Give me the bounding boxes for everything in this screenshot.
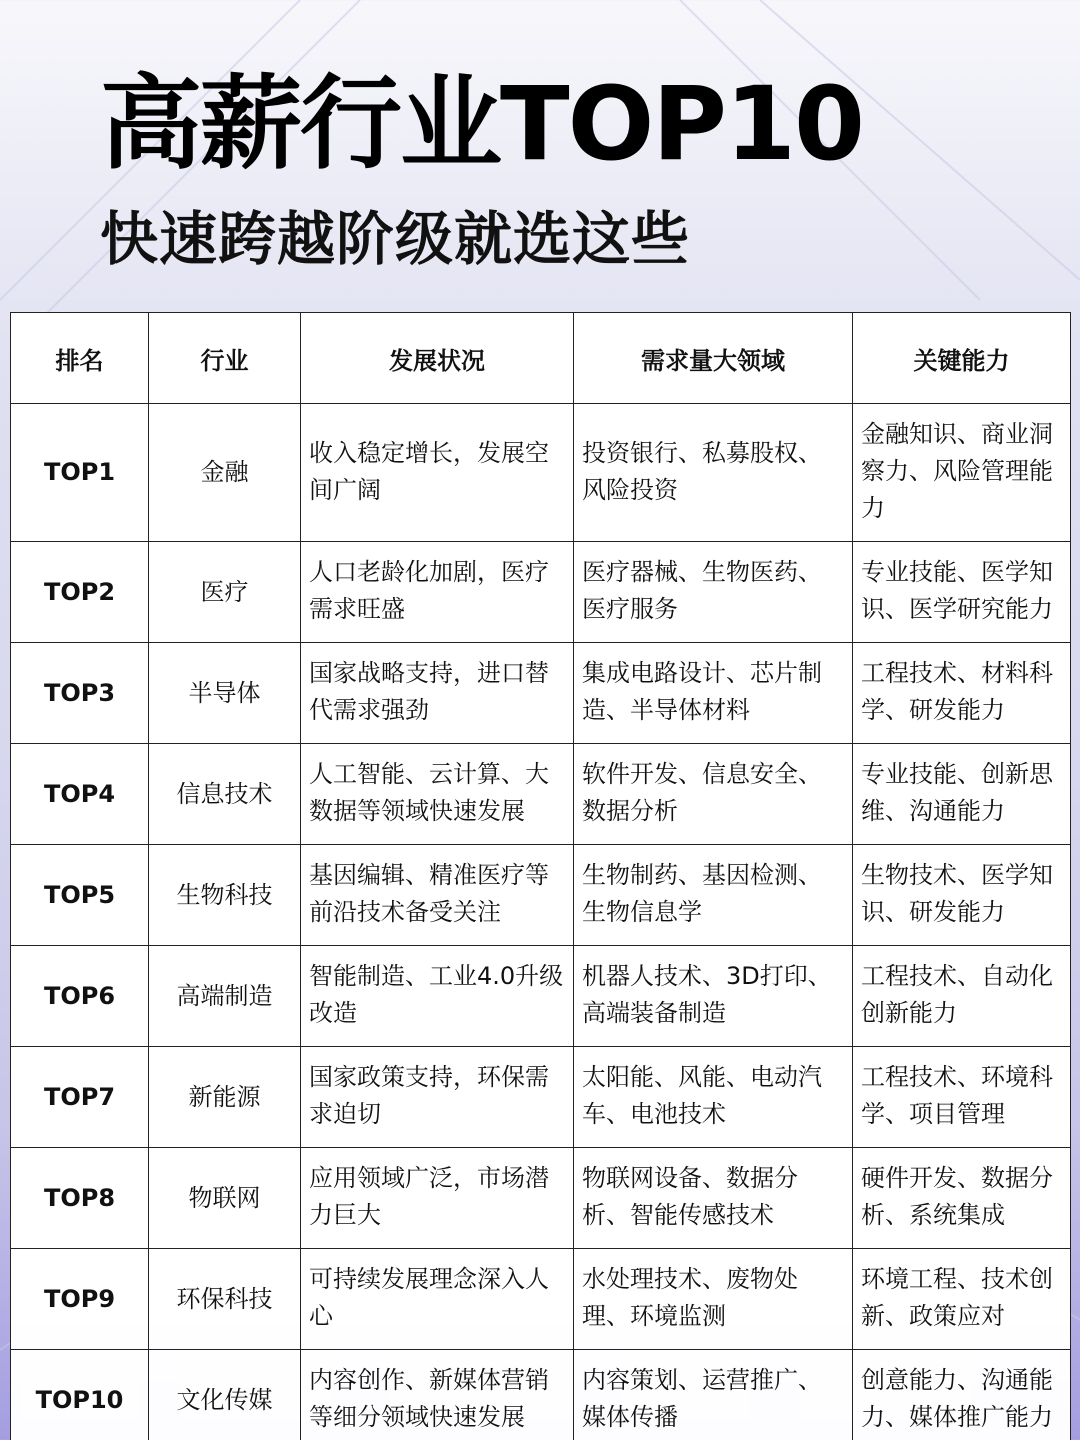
- status-cell: 智能制造、工业4.0升级改造: [301, 946, 574, 1047]
- rank-cell: TOP10: [11, 1350, 149, 1440]
- industry-cell: 文化传媒: [149, 1350, 301, 1440]
- ability-cell: 工程技术、环境科学、项目管理: [853, 1047, 1071, 1148]
- table-row: [11, 1249, 1071, 1350]
- demand-cell: 集成电路设计、芯片制造、半导体材料: [574, 643, 853, 744]
- ability-cell: 生物技术、医学知识、研发能力: [853, 845, 1071, 946]
- ability-cell: 创意能力、沟通能力、媒体推广能力: [853, 1350, 1071, 1440]
- demand-cell: 软件开发、信息安全、数据分析: [574, 744, 853, 845]
- table-row: [11, 1148, 1071, 1249]
- demand-cell: 生物制药、基因检测、生物信息学: [574, 845, 853, 946]
- status-cell: 国家政策支持，环保需求迫切: [301, 1047, 574, 1148]
- demand-cell: 物联网设备、数据分析、智能传感技术: [574, 1148, 853, 1249]
- column-header-demand: 需求量大领域: [574, 313, 853, 404]
- column-header-status: 发展状况: [301, 313, 574, 404]
- industry-cell: 金融: [149, 404, 301, 542]
- ability-cell: 专业技能、创新思维、沟通能力: [853, 744, 1071, 845]
- rank-cell: TOP6: [11, 946, 149, 1047]
- rank-cell: TOP4: [11, 744, 149, 845]
- table-row: [11, 845, 1071, 946]
- column-header-ability: 关键能力: [853, 313, 1071, 404]
- ability-cell: 专业技能、医学知识、医学研究能力: [853, 542, 1071, 643]
- table-row: [11, 404, 1071, 542]
- ability-cell: 金融知识、商业洞察力、风险管理能力: [853, 404, 1071, 542]
- industry-ranking-table: [10, 312, 1071, 1440]
- status-cell: 国家战略支持，进口替代需求强劲: [301, 643, 574, 744]
- table-row: [11, 1047, 1071, 1148]
- industry-cell: 生物科技: [149, 845, 301, 946]
- industry-cell: 医疗: [149, 542, 301, 643]
- industry-cell: 环保科技: [149, 1249, 301, 1350]
- demand-cell: 医疗器械、生物医药、医疗服务: [574, 542, 853, 643]
- demand-cell: 投资银行、私募股权、风险投资: [574, 404, 853, 542]
- status-cell: 人工智能、云计算、大数据等领域快速发展: [301, 744, 574, 845]
- industry-cell: 物联网: [149, 1148, 301, 1249]
- rank-cell: TOP9: [11, 1249, 149, 1350]
- table-row: [11, 744, 1071, 845]
- rank-cell: TOP1: [11, 404, 149, 542]
- industry-cell: 高端制造: [149, 946, 301, 1047]
- table-header-row: [11, 313, 1071, 404]
- header: [100, 65, 1000, 273]
- industry-cell: 信息技术: [149, 744, 301, 845]
- rank-cell: TOP5: [11, 845, 149, 946]
- ability-cell: 硬件开发、数据分析、系统集成: [853, 1148, 1071, 1249]
- table-row: [11, 946, 1071, 1047]
- demand-cell: 内容策划、运营推广、媒体传播: [574, 1350, 853, 1440]
- industry-cell: 新能源: [149, 1047, 301, 1148]
- industry-ranking-table-container: [10, 312, 1070, 1431]
- status-cell: 应用领域广泛，市场潜力巨大: [301, 1148, 574, 1249]
- status-cell: 基因编辑、精准医疗等前沿技术备受关注: [301, 845, 574, 946]
- status-cell: 可持续发展理念深入人心: [301, 1249, 574, 1350]
- ability-cell: 环境工程、技术创新、政策应对: [853, 1249, 1071, 1350]
- table-row: [11, 542, 1071, 643]
- table-row: [11, 643, 1071, 744]
- ability-cell: 工程技术、材料科学、研发能力: [853, 643, 1071, 744]
- rank-cell: TOP3: [11, 643, 149, 744]
- demand-cell: 机器人技术、3D打印、高端装备制造: [574, 946, 853, 1047]
- industry-cell: 半导体: [149, 643, 301, 744]
- ability-cell: 工程技术、自动化创新能力: [853, 946, 1071, 1047]
- rank-cell: TOP8: [11, 1148, 149, 1249]
- status-cell: 人口老龄化加剧，医疗需求旺盛: [301, 542, 574, 643]
- rank-cell: TOP7: [11, 1047, 149, 1148]
- demand-cell: 水处理技术、废物处理、环境监测: [574, 1249, 853, 1350]
- demand-cell: 太阳能、风能、电动汽车、电池技术: [574, 1047, 853, 1148]
- page-title: 高薪行业TOP10: [100, 65, 863, 184]
- page-subtitle: 快速跨越阶级就选这些: [100, 205, 691, 273]
- column-header-industry: 行业: [149, 313, 301, 404]
- table-row: [11, 1350, 1071, 1440]
- rank-cell: TOP2: [11, 542, 149, 643]
- column-header-rank: 排名: [11, 313, 149, 404]
- status-cell: 内容创作、新媒体营销等细分领域快速发展: [301, 1350, 574, 1440]
- status-cell: 收入稳定增长，发展空间广阔: [301, 404, 574, 542]
